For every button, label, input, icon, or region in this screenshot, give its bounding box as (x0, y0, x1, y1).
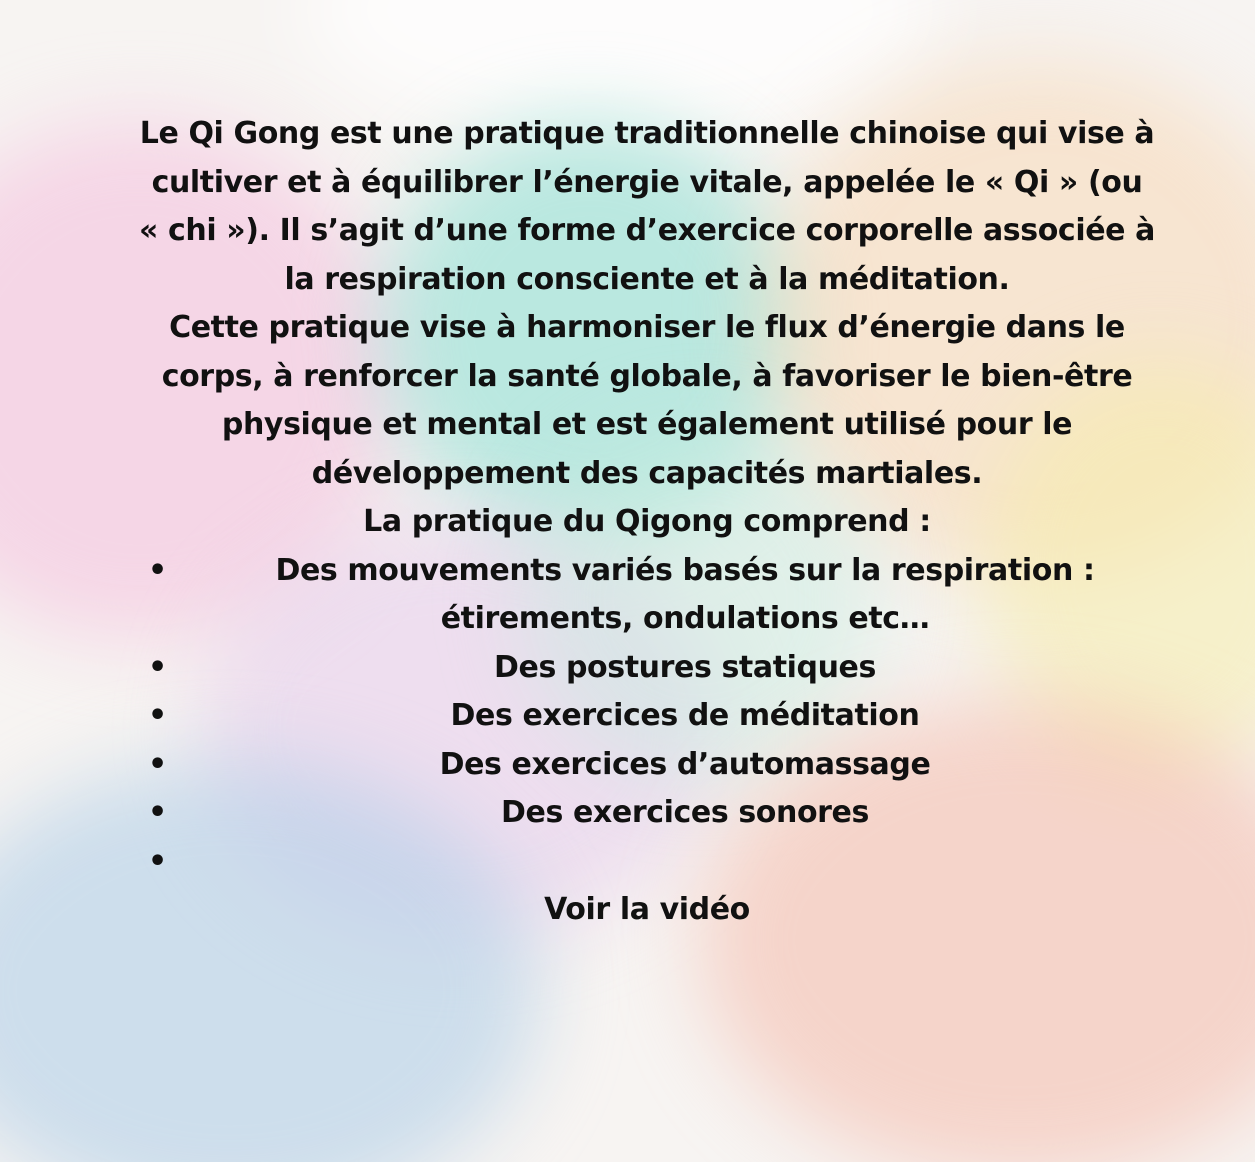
list-item (138, 547, 1156, 644)
list-item (138, 838, 1156, 887)
practices-list (138, 547, 1156, 887)
list-item (138, 741, 1156, 790)
bullet-icon: • (148, 698, 167, 733)
bullet-icon: • (148, 795, 167, 830)
list-item (138, 692, 1156, 741)
list-item-text: Des exercices sonores (501, 795, 869, 830)
list-item-text: Des exercices de méditation (450, 698, 920, 733)
bullet-icon: • (148, 649, 167, 685)
list-item-text: Des exercices d’automassage (439, 746, 931, 782)
bullet-icon: • (148, 552, 167, 588)
list-item (138, 644, 1156, 693)
list-item-text: Des mouvements variés basés sur la respiration : étirements, ondulations etc… (275, 552, 1095, 636)
video-link-line (138, 886, 1156, 935)
benefits-paragraph: Cette pratique vise à harmoniser le flux d’énergie dans le corps, à renforcer la santé globale, à favoriser le bien-être physique et mental et est également utilisé pour le développement des capacités martiales. (161, 310, 1133, 491)
list-item-text: Des postures statiques (494, 649, 876, 685)
video-link[interactable]: Voir la vidéo (544, 892, 750, 927)
list-heading: La pratique du Qigong comprend : (363, 504, 931, 539)
list-item (138, 789, 1156, 838)
intro-paragraph: Le Qi Gong est une pratique traditionnelle chinoise qui vise à cultiver et à équilibrer l’énergie vitale, appelée le « Qi » (ou « chi »). Il s’agit d’une forme d’exercice corporelle associée à la respiration consciente et à la méditation. (139, 116, 1155, 297)
bullet-icon: • (148, 843, 167, 879)
qigong-description (138, 110, 1156, 935)
bullet-icon: • (148, 746, 167, 782)
